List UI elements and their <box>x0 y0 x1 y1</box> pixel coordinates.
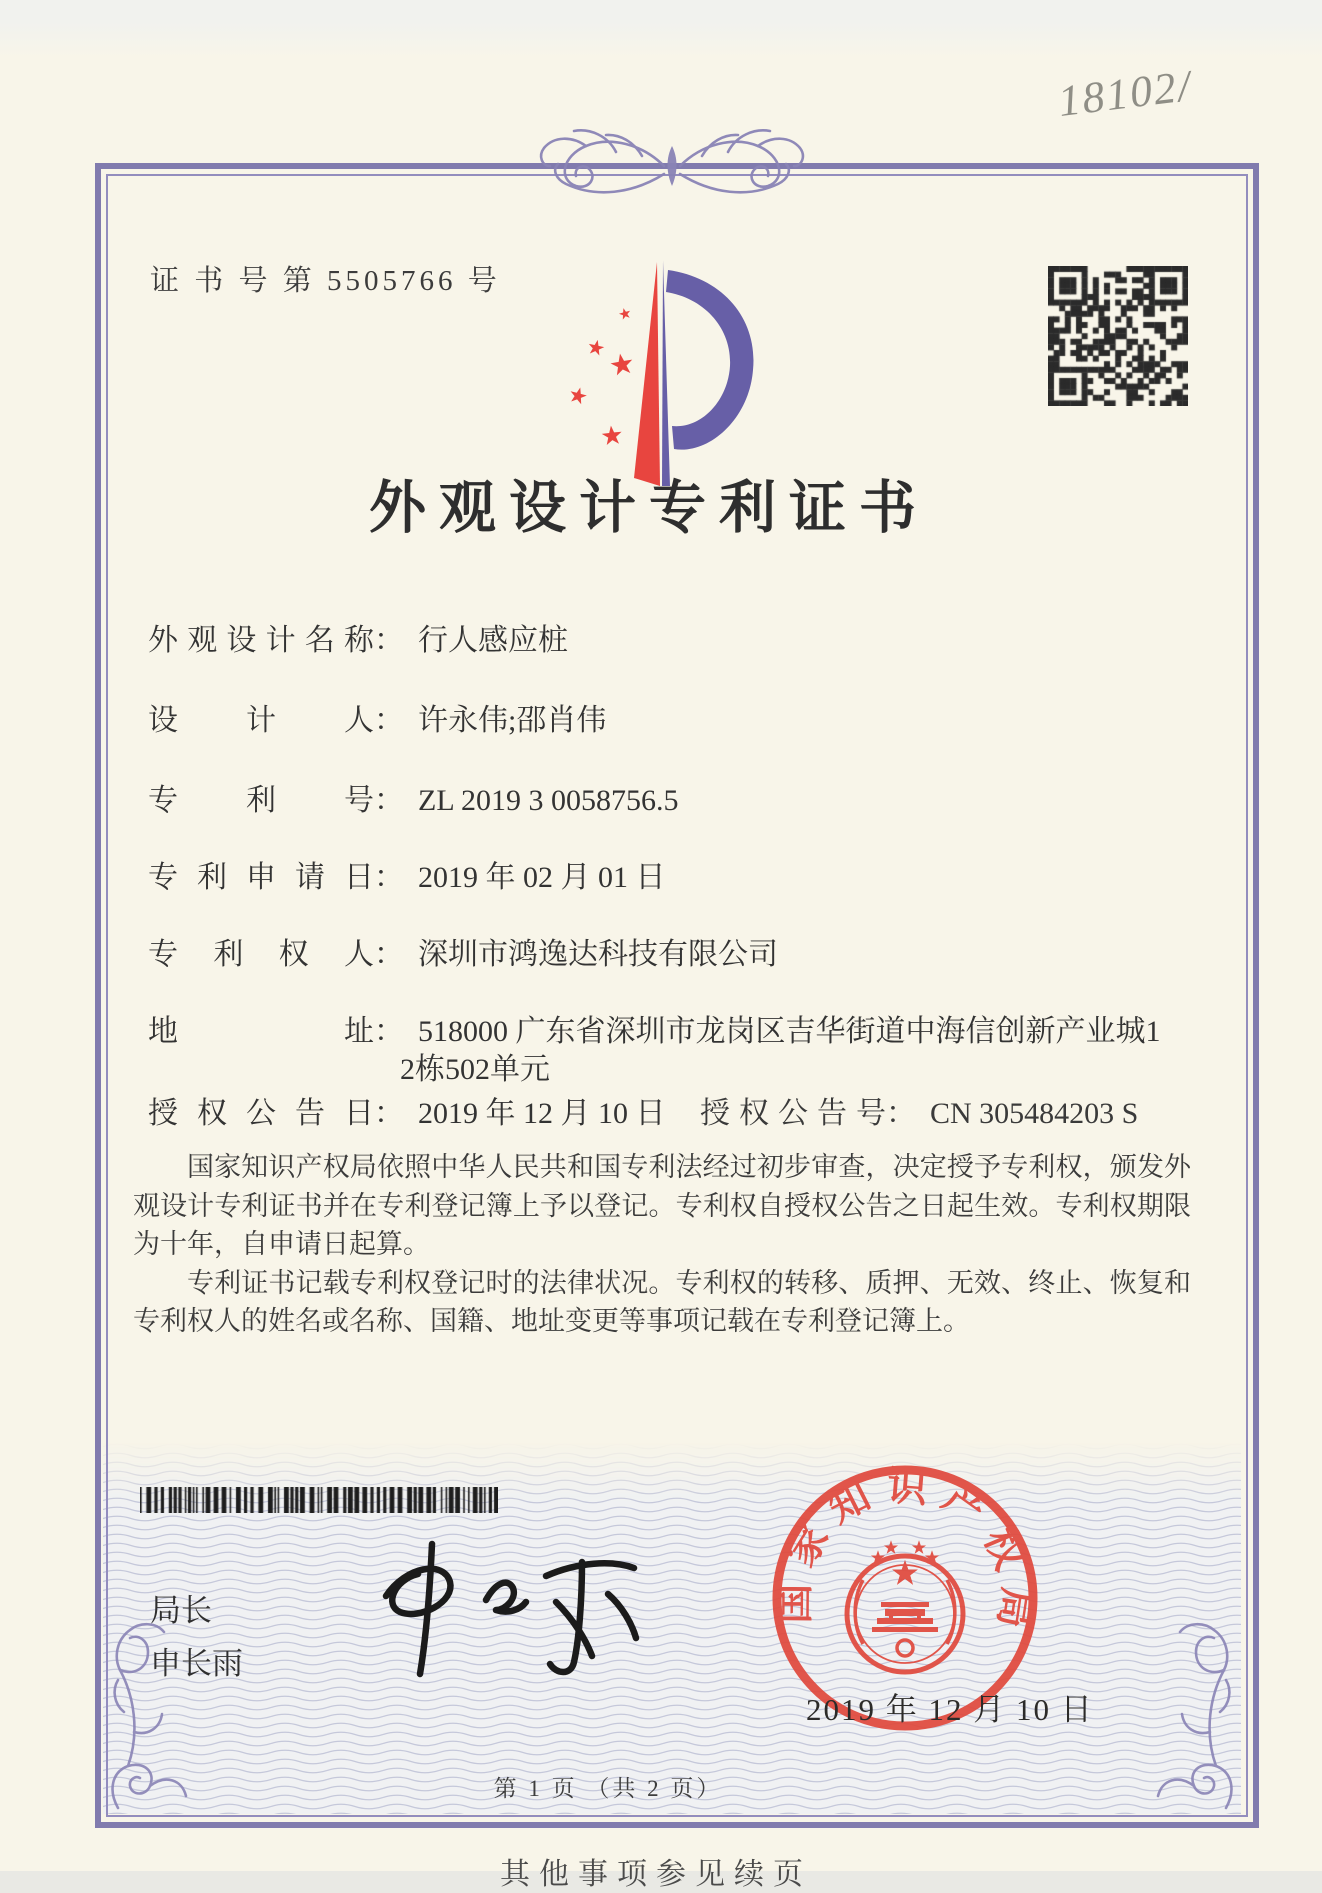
field-label: 专利号 <box>148 784 374 817</box>
handwritten-note: 18102/ <box>1055 61 1195 126</box>
bottom-right-flourish-icon <box>1140 1612 1240 1812</box>
field-filing-date <box>148 852 666 896</box>
field-patent-number <box>148 775 679 819</box>
director-name: 申长雨 <box>150 1646 243 1681</box>
certificate-body <box>133 1148 1191 1341</box>
director-signature <box>368 1536 650 1688</box>
field-value: 许永伟;邵肖伟 <box>418 704 607 737</box>
field-value: 518000 广东省深圳市龙岗区吉华街道中海信创新产业城1 <box>418 1015 1161 1048</box>
field-value: ZL 2019 3 0058756.5 <box>418 784 679 817</box>
field-design-name <box>148 615 568 659</box>
continuation-note-cutoff: 其他事项参见续页 <box>500 1858 812 1891</box>
field-address <box>148 1006 1161 1050</box>
label-colon: ： <box>374 861 404 894</box>
certificate-number: 证 书 号 第 5505766 号 <box>150 265 501 297</box>
field-value: 2019 年 02 月 01 日 <box>418 861 666 894</box>
label-colon: ： <box>374 938 404 971</box>
body-paragraph-2: 专利证书记载专利权登记时的法律状况。专利权的转移、质押、无效、终止、恢复和专利权人的姓名或名称、国籍、地址变更等事项记载在专利登记簿上。 <box>133 1267 1191 1337</box>
field-label: 外观设计名称 <box>148 624 374 657</box>
field-grant-number <box>700 1088 1138 1132</box>
field-value: 行人感应桩 <box>418 624 568 657</box>
seal-text: 国家知识产权局 <box>771 1463 1041 1644</box>
national-emblem-icon <box>847 1540 963 1672</box>
page-number: 第 1 页 （共 2 页） <box>493 1776 723 1801</box>
field-value: 2019 年 12 月 10 日 <box>418 1097 666 1130</box>
qr-code <box>1048 266 1188 406</box>
field-label: 设计人 <box>148 704 374 737</box>
body-paragraph-1: 国家知识产权局依照中华人民共和国专利法经过初步审查，决定授予专利权，颁发外观设计专利证书并在专利登记簿上予以登记。专利权自授权公告之日起生效。专利权期限为十年，自申请日起算。 <box>133 1152 1191 1260</box>
field-label: 地址 <box>148 1015 374 1048</box>
label-colon: ： <box>374 1097 404 1130</box>
field-label: 授权公告号 <box>700 1097 886 1130</box>
label-colon: ： <box>374 704 404 737</box>
field-value: CN 305484203 S <box>930 1097 1139 1130</box>
issue-date: 2019 年 12 月 10 日 <box>806 1692 1094 1727</box>
certificate-title: 外观设计专利证书 <box>369 477 929 540</box>
field-label: 专利权人 <box>148 938 374 971</box>
barcode <box>140 1487 498 1513</box>
field-address-line2: 2栋502单元 <box>400 1053 550 1086</box>
field-label: 专利申请日 <box>148 861 374 894</box>
field-grant-date <box>148 1088 666 1132</box>
label-colon: ： <box>374 1015 404 1048</box>
label-colon: ： <box>886 1097 916 1130</box>
field-value: 深圳市鸿逸达科技有限公司 <box>418 938 778 971</box>
field-patentee <box>148 929 778 973</box>
label-colon: ： <box>374 624 404 657</box>
director-title: 局长 <box>150 1593 212 1628</box>
field-label: 授权公告日 <box>148 1097 374 1130</box>
field-designer <box>148 695 606 739</box>
label-colon: ： <box>374 784 404 817</box>
top-flourish-ornament-icon <box>492 118 852 214</box>
